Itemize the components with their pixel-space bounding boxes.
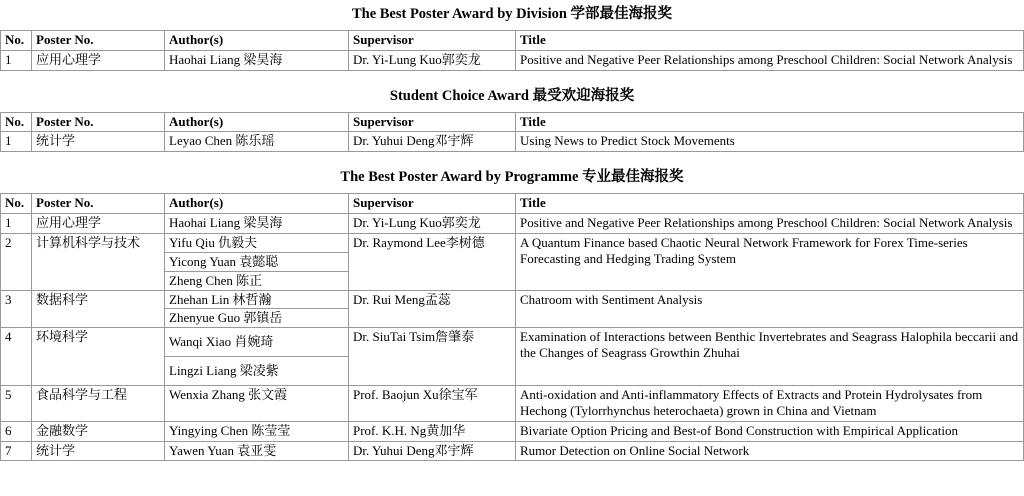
- table-student-choice: [0, 112, 1024, 153]
- cell-no: 5: [1, 385, 32, 421]
- column-header-authors: Author(s): [165, 30, 349, 50]
- table-row: [1, 214, 1024, 234]
- column-header-poster-no: Poster No.: [32, 112, 165, 132]
- cell-supervisor: Prof. Baojun Xu徐宝军: [349, 385, 516, 421]
- cell-poster-no: 统计学: [32, 132, 165, 152]
- cell-no: 6: [1, 421, 32, 441]
- cell-poster-no: 金融数学: [32, 421, 165, 441]
- cell-no: 1: [1, 132, 32, 152]
- spacer: [0, 105, 1024, 112]
- table-row: [1, 132, 1024, 152]
- column-header-supervisor: Supervisor: [349, 194, 516, 214]
- table-row: [1, 233, 1024, 290]
- author-line: Wanqi Xiao 肖婉琦: [165, 328, 348, 357]
- cell-no: 4: [1, 328, 32, 386]
- cell-poster-no: 统计学: [32, 441, 165, 461]
- table-programme: [0, 193, 1024, 461]
- author-line: Lingzi Liang 梁凌紫: [169, 363, 279, 379]
- cell-supervisor: Prof. K.H. Ng黄加华: [349, 421, 516, 441]
- cell-authors: Wenxia Zhang 张文霞: [165, 385, 349, 421]
- spacer: [0, 23, 1024, 30]
- column-header-authors: Author(s): [165, 194, 349, 214]
- author-line: Zhenyue Guo 郭镇岳: [169, 310, 283, 326]
- column-header-no: No.: [1, 112, 32, 132]
- cell-supervisor: Dr. Yuhui Deng邓宇辉: [349, 132, 516, 152]
- cell-title: Bivariate Option Pricing and Best-of Bond Construction with Empirical Application: [516, 421, 1024, 441]
- section-title-student-choice: Student Choice Award 最受欢迎海报奖: [389, 87, 635, 104]
- cell-supervisor: Dr. Yi-Lung Kuo郭奕龙: [349, 214, 516, 234]
- author-line: Zhehan Lin 林哲瀚: [165, 291, 348, 310]
- author-line: Zheng Chen 陈正: [169, 272, 263, 288]
- cell-authors: Haohai Liang 梁昊海: [165, 214, 349, 234]
- column-header-no: No.: [1, 30, 32, 50]
- cell-poster-no: 数据科学: [32, 290, 165, 328]
- cell-supervisor: Dr. Yuhui Deng邓宇辉: [349, 441, 516, 461]
- cell-title: Using News to Predict Stock Movements: [516, 132, 1024, 152]
- cell-poster-no: 食品科学与工程: [32, 385, 165, 421]
- cell-title: Chatroom with Sentiment Analysis: [516, 290, 1024, 328]
- column-header-supervisor: Supervisor: [349, 112, 516, 132]
- column-header-title: Title: [516, 30, 1024, 50]
- cell-title: Examination of Interactions between Benthic Invertebrates and Seagrass Halophila beccarii and the Changes of Seagrass Growthin Zhuhai: [516, 328, 1024, 386]
- table-row: [1, 385, 1024, 421]
- table-header-row: [1, 194, 1024, 214]
- column-header-no: No.: [1, 194, 32, 214]
- cell-no: 7: [1, 441, 32, 461]
- cell-no: 3: [1, 290, 32, 328]
- spacer: [0, 186, 1024, 193]
- column-header-title: Title: [516, 112, 1024, 132]
- cell-poster-no: 计算机科学与技术: [32, 233, 165, 290]
- cell-authors: Haohai Liang 梁昊海: [165, 50, 349, 70]
- cell-title: Rumor Detection on Online Social Network: [516, 441, 1024, 461]
- column-header-poster-no: Poster No.: [32, 30, 165, 50]
- table-row: [1, 50, 1024, 70]
- spacer: [0, 152, 1024, 170]
- cell-poster-no: 环境科学: [32, 328, 165, 386]
- author-line: Yicong Yuan 袁懿聪: [165, 253, 348, 272]
- cell-supervisor: Dr. Yi-Lung Kuo郭奕龙: [349, 50, 516, 70]
- section-title-programme: The Best Poster Award by Programme 专业最佳海报奖: [340, 169, 684, 186]
- cell-no: 1: [1, 214, 32, 234]
- column-header-poster-no: Poster No.: [32, 194, 165, 214]
- table-division: [0, 30, 1024, 71]
- cell-no: 1: [1, 50, 32, 70]
- author-line: Yifu Qiu 仇毅夫: [165, 234, 348, 253]
- cell-supervisor: Dr. Raymond Lee李树德: [349, 233, 516, 290]
- table-row: [1, 421, 1024, 441]
- table-header-row: [1, 112, 1024, 132]
- column-header-title: Title: [516, 194, 1024, 214]
- table-row: [1, 328, 1024, 386]
- cell-authors: [165, 328, 349, 386]
- table-row: [1, 441, 1024, 461]
- column-header-authors: Author(s): [165, 112, 349, 132]
- cell-supervisor: Dr. SiuTai Tsim詹肇泰: [349, 328, 516, 386]
- section-title-division: The Best Poster Award by Division 学部最佳海报奖: [351, 6, 673, 22]
- cell-poster-no: 应用心理学: [32, 214, 165, 234]
- cell-authors: [165, 290, 349, 328]
- spacer: [0, 71, 1024, 89]
- cell-authors: Leyao Chen 陈乐瑶: [165, 132, 349, 152]
- table-header-row: [1, 30, 1024, 50]
- table-row: [1, 290, 1024, 328]
- cell-title: Positive and Negative Peer Relationships among Preschool Children: Social Network Analysis: [516, 214, 1024, 234]
- cell-authors: Yingying Chen 陈莹莹: [165, 421, 349, 441]
- cell-no: 2: [1, 233, 32, 290]
- cell-title: Positive and Negative Peer Relationships among Preschool Children: Social Network Analysis: [516, 50, 1024, 70]
- cell-supervisor: Dr. Rui Meng孟蕊: [349, 290, 516, 328]
- cell-title: Anti-oxidation and Anti-inflammatory Effects of Extracts and Protein Hydrolysates from Hechong (Tylorrhynchus heterochaeta) grown in China and Vietnam: [516, 385, 1024, 421]
- cell-title: A Quantum Finance based Chaotic Neural Network Framework for Forex Time-series Forecasting and Hedging Trading System: [516, 233, 1024, 290]
- cell-authors: [165, 233, 349, 290]
- column-header-supervisor: Supervisor: [349, 30, 516, 50]
- cell-poster-no: 应用心理学: [32, 50, 165, 70]
- cell-authors: Yawen Yuan 袁亚雯: [165, 441, 349, 461]
